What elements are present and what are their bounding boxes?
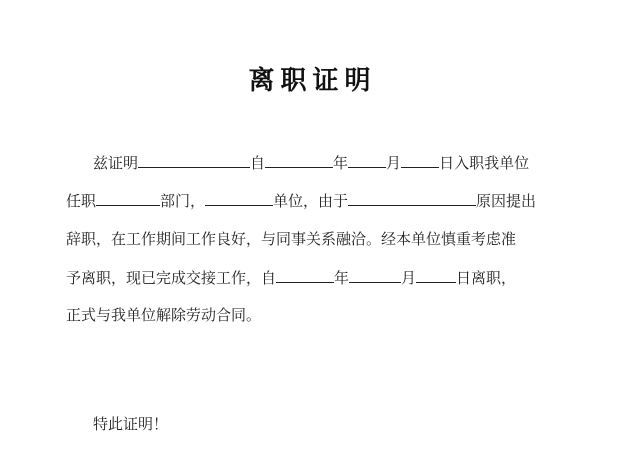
- text-danwei-youyu: 单位，由于: [273, 192, 349, 210]
- blank-reason[interactable]: [348, 190, 476, 206]
- blank-entry-year[interactable]: [265, 152, 333, 168]
- text-bumen: 部门，: [160, 192, 206, 210]
- text-yue-2: 月: [401, 269, 417, 287]
- blank-leave-month[interactable]: [349, 267, 401, 283]
- text-nian: 年: [333, 154, 349, 172]
- text-zizhengming: 兹证明: [93, 154, 139, 172]
- blank-leave-year[interactable]: [276, 267, 334, 283]
- blank-name[interactable]: [138, 152, 250, 168]
- text-yuanyin-tichu: 原因提出: [476, 192, 537, 210]
- text-zi: 自: [250, 154, 266, 172]
- text-ri-ruzhi: 日入职我单位: [439, 154, 530, 172]
- paragraph-line-1: [93, 152, 529, 173]
- text-yue: 月: [386, 154, 402, 172]
- document-title: 离职证明: [248, 66, 377, 96]
- text-cizhi: 辞职，在工作期间工作良好，与同事关系融洽。经本单位慎重考虑准: [66, 230, 517, 248]
- paragraph-line-2: [66, 190, 536, 211]
- text-yulizhi: 予离职，现已完成交接工作，自: [66, 269, 277, 287]
- text-ri-lizhi: 日离职，: [456, 269, 517, 287]
- closing-statement: 特此证明！: [93, 415, 169, 433]
- paragraph-line-4: [66, 267, 516, 288]
- text-nian-2: 年: [334, 269, 350, 287]
- paragraph-line-3: [66, 229, 516, 249]
- text-renzhi: 任职: [66, 192, 97, 210]
- blank-entry-day[interactable]: [401, 152, 439, 168]
- blank-leave-day[interactable]: [416, 267, 456, 283]
- blank-unit[interactable]: [205, 190, 273, 206]
- text-zhengshi: 正式与我单位解除劳动合同。: [66, 306, 262, 324]
- paragraph-line-5: [66, 305, 261, 325]
- blank-entry-month[interactable]: [348, 152, 386, 168]
- blank-department[interactable]: [96, 190, 160, 206]
